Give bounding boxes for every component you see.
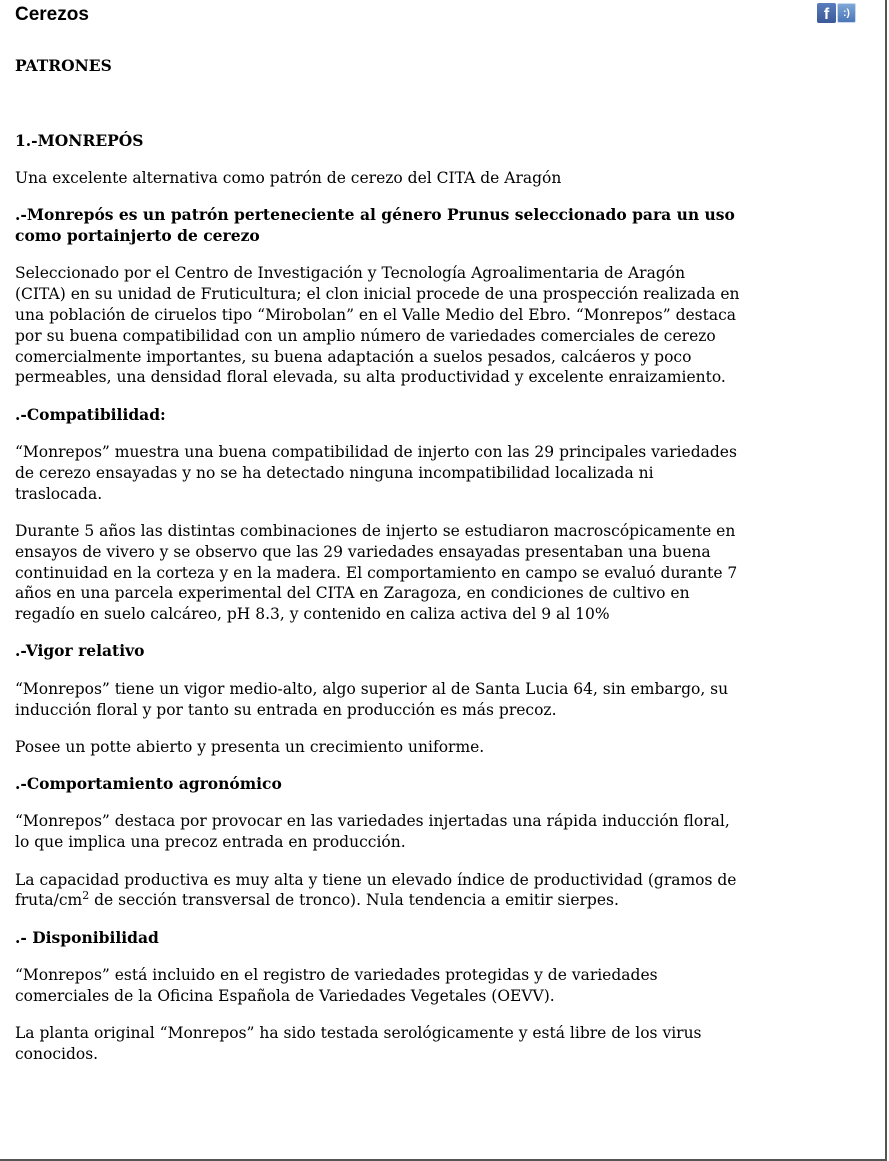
agronomic-text-b: de sección transversal de tronco). Nula tendencia a emitir sierpes. [89,891,619,910]
vigor-paragraph-2: Posee un potte abierto y presenta un crecimiento uniforme. [15,737,485,756]
agronomic-text-a: La capacidad productiva es muy alta y tiene un elevado índice de productividad (gramos de fruta/cm [15,870,737,910]
compatibility-heading: .-Compatibilidad: [15,404,166,424]
lead-heading: .-Monrepós es un patrón perteneciente al género Prunus seleccionado para un uso como portainjerto de cerezo [15,205,735,246]
vigor-paragraph-1: “Monrepos” tiene un vigor medio-alto, algo superior al de Santa Lucia 64, sin embargo, su inducción floral y por tanto su entrada en producción es más precoz. [15,679,729,719]
tuenti-share-icon[interactable]: :) [837,3,856,23]
availability-heading: .- Disponibilidad [15,927,159,947]
intro-paragraph: Una excelente alternativa como patrón de cerezo del CITA de Aragón [15,169,562,188]
page-title: Cerezos [15,4,89,25]
share-buttons [817,3,856,23]
superscript-2: 2 [82,889,90,903]
selection-paragraph: Seleccionado por el Centro de Investigación y Tecnología Agroalimentaria de Aragón (CITA) en su unidad de Fruticultura; el clon inicial procede de una prospección realizada en una población de ciruelos tipo “Mirobolan” en el Valle Medio del Ebro. “Monrepos” destaca por su buena compatibilidad con un amplio número de variedades comerciales de cerezo comercialmente importantes, su buena adaptación a suelos pesados, calcáeros y poco permeables, una densidad floral elevada, su alta productividad y excelente enraizamiento. [15,264,740,387]
availability-paragraph-1: “Monrepos” está incluido en el registro de variedades protegidas y de variedades comerciales de la Oficina Española de Variedades Vegetales (OEVV). [15,965,658,1005]
availability-paragraph-2: La planta original “Monrepos” ha sido testada serológicamente y está libre de los virus conocidos. [15,1024,702,1063]
article-heading: 1.-MONREPÓS [15,130,144,150]
vigor-heading: .-Vigor relativo [15,641,145,661]
compatibility-paragraph-1: “Monrepos” muestra una buena compatibilidad de injerto con las 29 principales variedades de cerezo ensayadas y no se ha detectado ninguna incompatibilidad localizada ni traslocada. [15,443,737,503]
compatibility-paragraph-2: Durante 5 años las distintas combinaciones de injerto se estudiaron macroscópicamente en ensayos de vivero y se observo que las 29 variedades ensayadas presentaban una buena continuidad en la corteza y en la madera. El comportamiento en campo se evaluó durante 7 años en una parcela experimental del CITA en Zaragoza, en condiciones de cultivo en regadío en suelo calcáreo, pH 8.3, y contenido en caliza activa del 9 al 10% [15,521,738,624]
agronomic-paragraph-1: “Monrepos” destaca por provocar en las variedades injertadas una rápida inducción floral, lo que implica una precoz entrada en producción. [15,812,730,852]
facebook-share-icon[interactable]: f [817,3,836,23]
agronomic-heading: .-Comportamiento agronómico [15,774,282,794]
article-body [15,56,740,1081]
section-title: PATRONES [15,56,112,75]
agronomic-paragraph-2 [15,870,740,912]
